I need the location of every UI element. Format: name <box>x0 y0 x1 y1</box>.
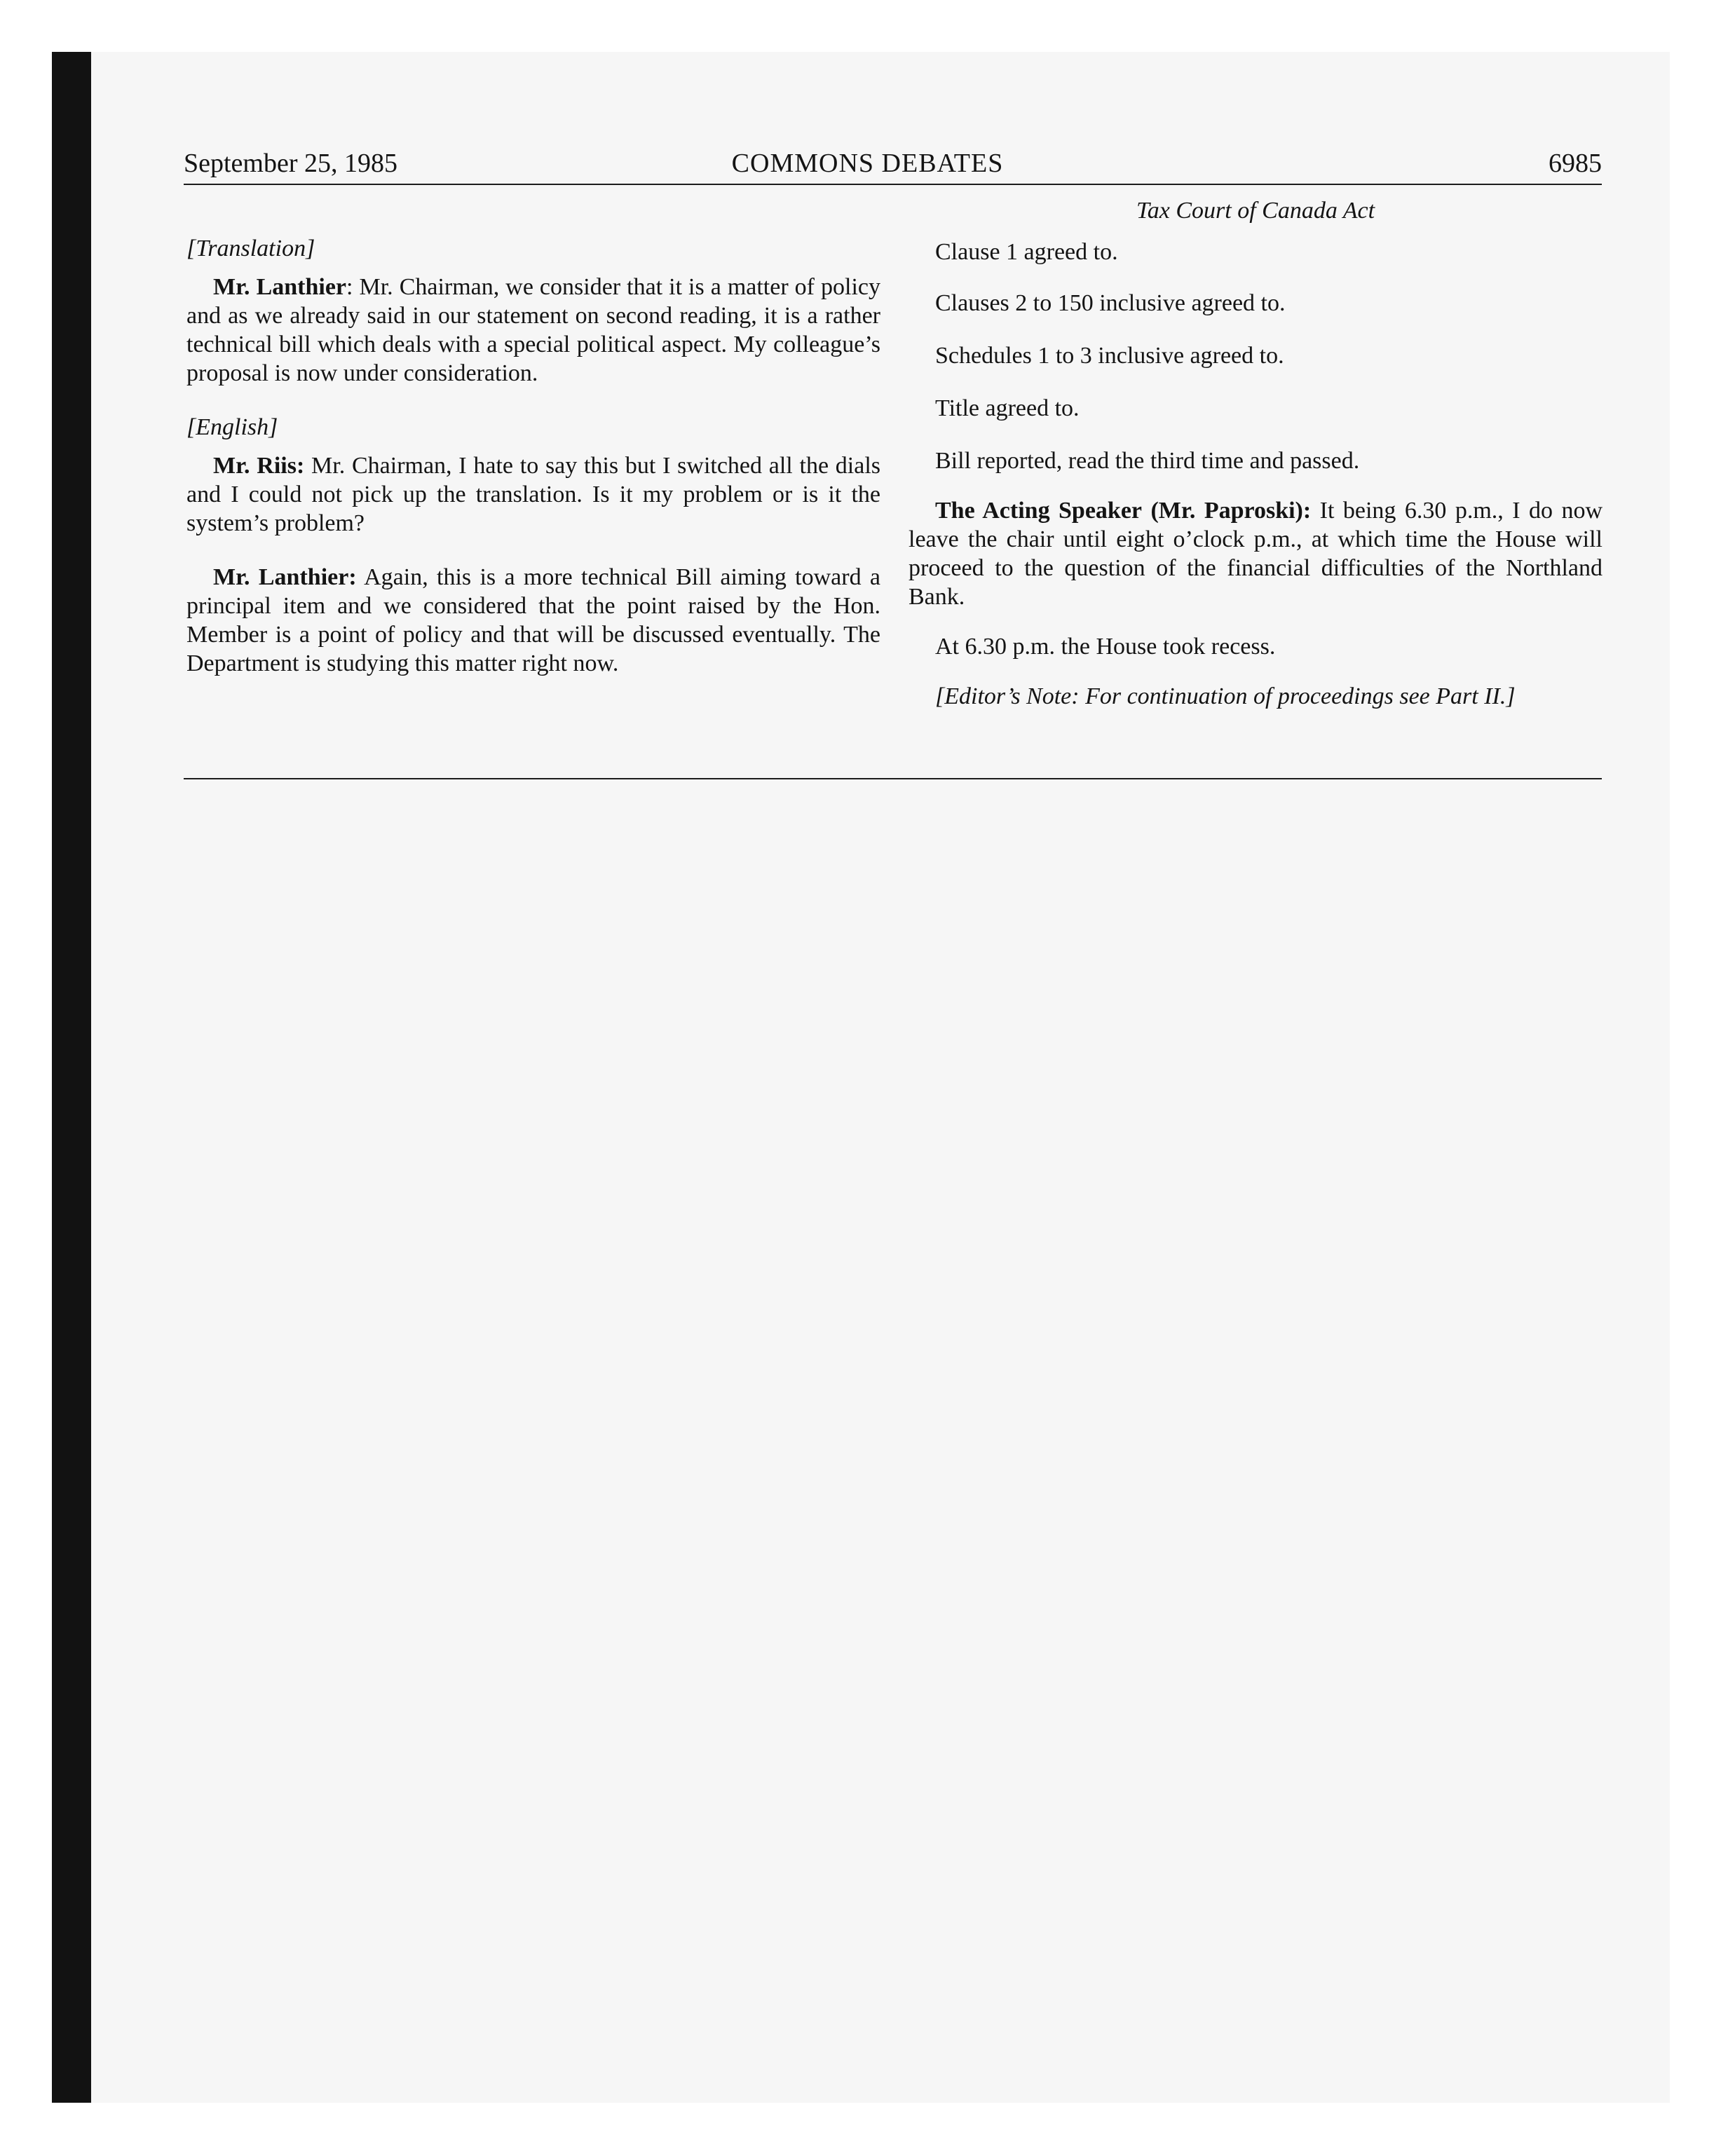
speech-text: Mr. Chairman, we consider that it is a matter of policy and as we already said in our statement on second reading, it is a rather technical bill which deals with a special political aspect. My colleague’s proposal is now under consideration. <box>186 274 880 386</box>
proceeding-item: Clause 1 agreed to. <box>935 239 1118 265</box>
speech-paragraph-riis <box>186 451 880 538</box>
proceeding-item: Title agreed to. <box>935 395 1080 421</box>
speaker-separator: : <box>346 274 353 300</box>
speaker-name: Mr. Riis: <box>213 453 305 479</box>
proceeding-item: Bill reported, read the third time and passed. <box>935 448 1360 474</box>
speaker-name: Mr. Lanthier <box>213 274 347 300</box>
speaker-name: (Mr. Paproski): <box>1150 498 1312 524</box>
speaker-name: Mr. Lanthier: <box>213 564 357 590</box>
header-date: September 25, 1985 <box>184 149 398 178</box>
recess-notice: At 6.30 p.m. the House took recess. <box>935 634 1276 660</box>
left-column <box>186 196 880 678</box>
proceeding-item: Schedules 1 to 3 inclusive agreed to. <box>935 343 1284 369</box>
speech-text: Again, this is a more technical Bill aiming toward a principal item and we considered that the point raised by the Hon. Member is a point of policy and that will be discussed eventually. The Department is studying this matter right now. <box>186 564 880 676</box>
speaker-role: The Acting Speaker <box>935 498 1143 524</box>
page-binding-edge <box>52 52 91 2103</box>
bottom-rule <box>184 778 1602 779</box>
speech-paragraph-acting-speaker <box>909 496 1603 611</box>
language-marker-english: [English] <box>186 414 278 440</box>
section-heading: Tax Court of Canada Act <box>1136 198 1375 224</box>
right-column <box>909 196 1603 711</box>
header-rule <box>184 184 1602 185</box>
editors-note: [Editor’s Note: For continuation of proceedings see Part II.] <box>935 683 1516 709</box>
speech-paragraph-lanthier-1 <box>186 273 880 388</box>
speech-text: It being 6.30 p.m., I do now leave the chair until eight o’clock p.m., at which time the House will proceed to the question of the financial difficulties of the Northland Bank. <box>909 498 1603 610</box>
header-title: COMMONS DEBATES <box>731 149 1004 178</box>
header-page-number: 6985 <box>1549 149 1602 178</box>
speech-text: Mr. Chairman, I hate to say this but I switched all the dials and I could not pick up the translation. Is it my problem or is it the system’s problem? <box>186 453 880 536</box>
language-marker-translation: [Translation] <box>186 236 315 261</box>
proceeding-item: Clauses 2 to 150 inclusive agreed to. <box>935 290 1286 316</box>
speech-paragraph-lanthier-2 <box>186 563 880 678</box>
